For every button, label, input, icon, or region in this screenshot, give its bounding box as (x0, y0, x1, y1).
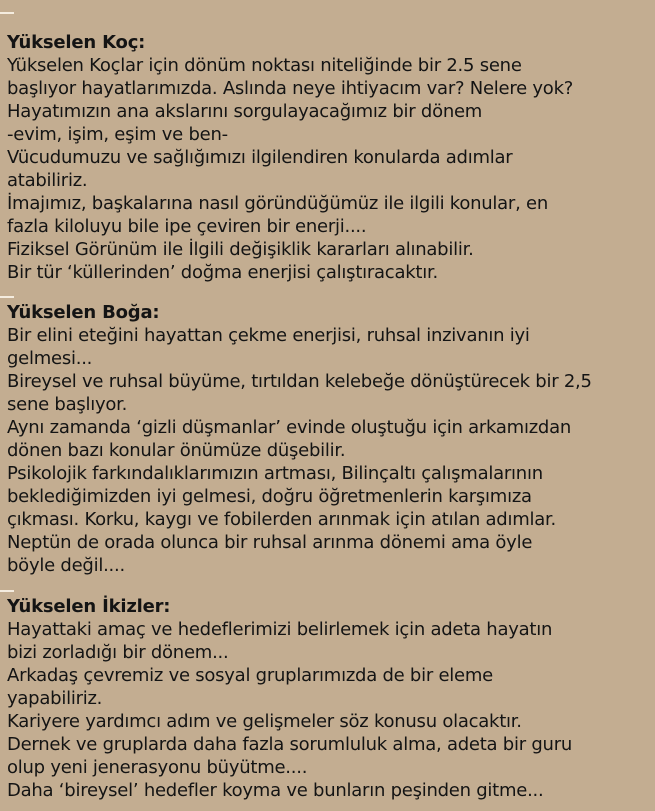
text-line: Dernek ve gruplarda daha fazla sorumluluk alma, adeta bir guru (7, 734, 572, 755)
text-line: Psikolojik farkındalıklarımızın artması, Bilinçaltı çalışmalarının (7, 463, 543, 484)
text-line: sene başlıyor. (7, 394, 128, 415)
text-line: Yükselen Koçlar için dönüm noktası niteliğinde bir 2.5 sene (7, 55, 522, 76)
text-line: olup yeni jenerasyonu büyütme.... (7, 757, 308, 778)
text-line: Bir elini eteğini hayattan çekme enerjisi, ruhsal inzivanın iyi (7, 325, 530, 346)
text-line: Bir tür ‘küllerinden’ doğma enerjisi çalıştıracaktır. (7, 262, 438, 283)
text-line: Hayatımızın ana akslarını sorgulayacağımız bir dönem (7, 101, 483, 122)
section-yukselen-boga (7, 301, 592, 577)
text-line: Bireysel ve ruhsal büyüme, tırtıldan kelebeğe dönüştürecek bir 2,5 (7, 371, 592, 392)
text-line: atabiliriz. (7, 170, 88, 191)
text-line: Daha ‘bireysel’ hedefler koyma ve bunların peşinden gitme... (7, 780, 544, 801)
text-line: beklediğimizden iyi gelmesi, doğru öğretmenlerin karşımıza (7, 486, 532, 507)
text-line: Hayattaki amaç ve hedeflerimizi belirlemek için adeta hayatın (7, 619, 553, 640)
text-line: Vücudumuzu ve sağlığımızı ilgilendiren konularda adımlar (7, 147, 513, 168)
text-line: Fiziksel Görünüm ile İlgili değişiklik kararları alınabilir. (7, 239, 474, 260)
section-yukselen-ikizler (7, 595, 572, 802)
text-line: -evim, işim, eşim ve ben- (7, 124, 228, 145)
edge-mark (0, 12, 14, 14)
text-line: bizi zorladığı bir dönem... (7, 642, 229, 663)
text-line: Aynı zamanda ‘gizli düşmanlar’ evinde oluştuğu için arkamızdan (7, 417, 572, 438)
text-line: Kariyere yardımcı adım ve gelişmeler söz konusu olacaktır. (7, 711, 522, 732)
text-line: böyle değil.... (7, 555, 125, 576)
section-heading: Yükselen Boğa: (7, 302, 160, 323)
text-line: yapabiliriz. (7, 688, 103, 709)
section-yukselen-koc (7, 31, 573, 284)
edge-mark (0, 296, 14, 298)
text-line: İmajımız, başkalarına nasıl göründüğümüz ile ilgili konular, en (7, 193, 549, 214)
text-line: çıkması. Korku, kaygı ve fobilerden arınmak için atılan adımlar. (7, 509, 557, 530)
text-line: gelmesi... (7, 348, 93, 369)
text-line: dönen bazı konular önümüze düşebilir. (7, 440, 346, 461)
text-line: fazla kiloluyu bile ipe çeviren bir enerji.... (7, 216, 367, 237)
edge-mark (0, 590, 14, 592)
section-heading: Yükselen İkizler: (7, 596, 171, 617)
text-line: başlıyor hayatlarımızda. Aslında neye ihtiyacım var? Nelere yok? (7, 78, 574, 99)
section-heading: Yükselen Koç: (7, 32, 146, 53)
text-line: Neptün de orada olunca bir ruhsal arınma dönemi ama öyle (7, 532, 533, 553)
text-line: Arkadaş çevremiz ve sosyal gruplarımızda de bir eleme (7, 665, 493, 686)
